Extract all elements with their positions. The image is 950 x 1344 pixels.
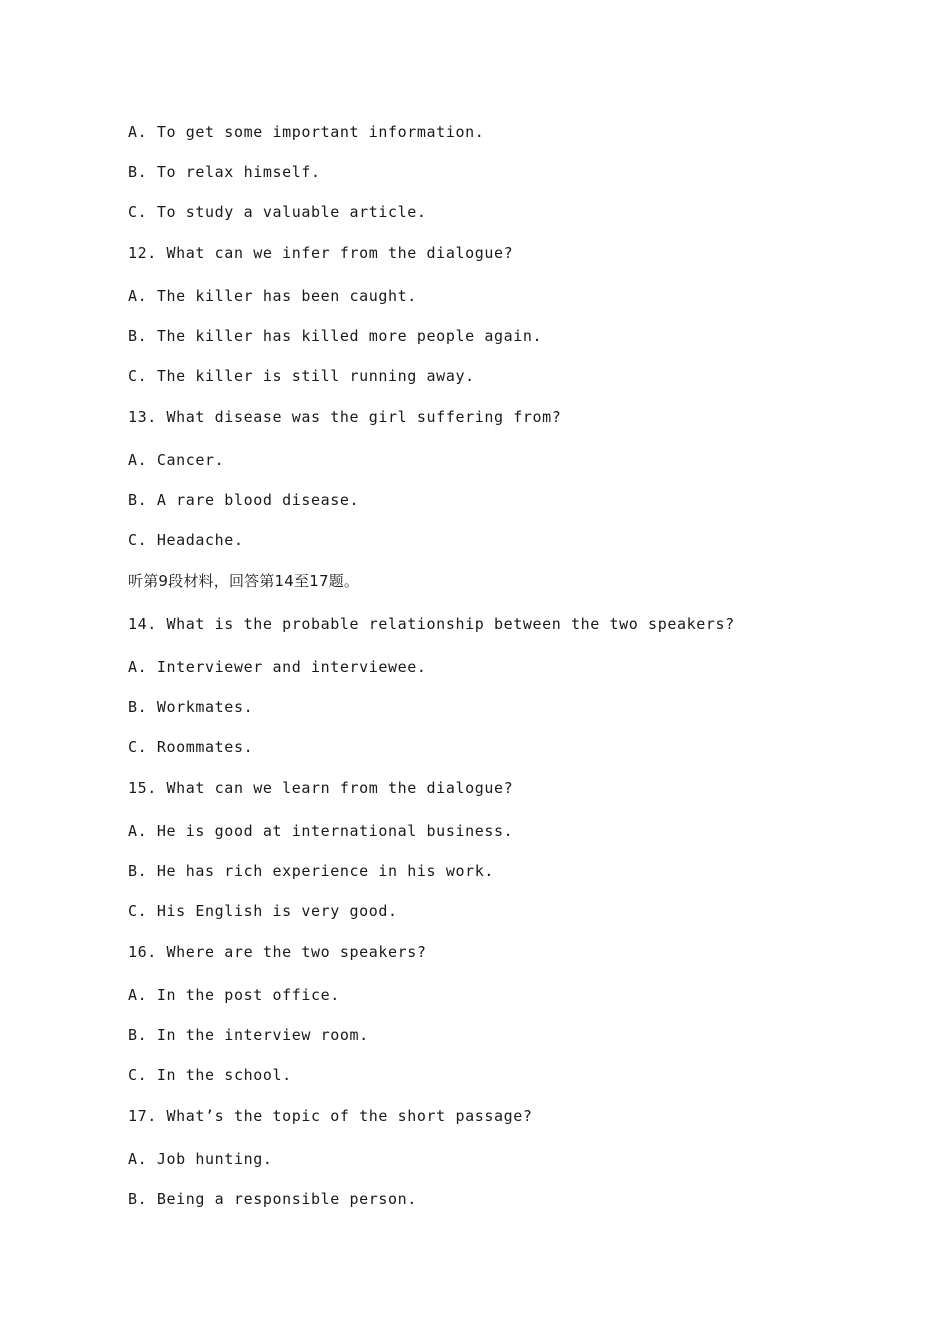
option-15a: A. He is good at international business. bbox=[128, 822, 514, 840]
option-12c: C. The killer is still running away. bbox=[128, 367, 475, 385]
option-15b: B. He has rich experience in his work. bbox=[128, 862, 494, 880]
option-12b: B. The killer has killed more people again. bbox=[128, 327, 543, 345]
option-15c: C. His English is very good. bbox=[128, 902, 398, 920]
option-14b: B. Workmates. bbox=[128, 698, 254, 716]
question-12: 12. What can we infer from the dialogue? bbox=[128, 244, 514, 262]
option-13c: C. Headache. bbox=[128, 531, 244, 549]
option-11b: B. To relax himself. bbox=[128, 163, 321, 181]
option-17a: A. Job hunting. bbox=[128, 1150, 273, 1168]
option-13a: A. Cancer. bbox=[128, 451, 225, 469]
option-13b: B. A rare blood disease. bbox=[128, 491, 360, 509]
option-12a: A. The killer has been caught. bbox=[128, 287, 417, 305]
option-17b: B. Being a responsible person. bbox=[128, 1190, 417, 1208]
option-16a: A. In the post office. bbox=[128, 986, 340, 1004]
option-14c: C. Roommates. bbox=[128, 738, 254, 756]
section-instruction: 听第9段材料，回答第14至17题。 bbox=[128, 572, 360, 590]
option-14a: A. Interviewer and interviewee. bbox=[128, 658, 427, 676]
option-11c: C. To study a valuable article. bbox=[128, 203, 427, 221]
option-16b: B. In the interview room. bbox=[128, 1026, 369, 1044]
question-14: 14. What is the probable relationship between the two speakers? bbox=[128, 615, 735, 633]
option-11a: A. To get some important information. bbox=[128, 123, 485, 141]
question-15: 15. What can we learn from the dialogue? bbox=[128, 779, 514, 797]
option-16c: C. In the school. bbox=[128, 1066, 292, 1084]
question-16: 16. Where are the two speakers? bbox=[128, 943, 427, 961]
question-17: 17. What’s the topic of the short passage? bbox=[128, 1107, 533, 1125]
question-13: 13. What disease was the girl suffering from? bbox=[128, 408, 562, 426]
